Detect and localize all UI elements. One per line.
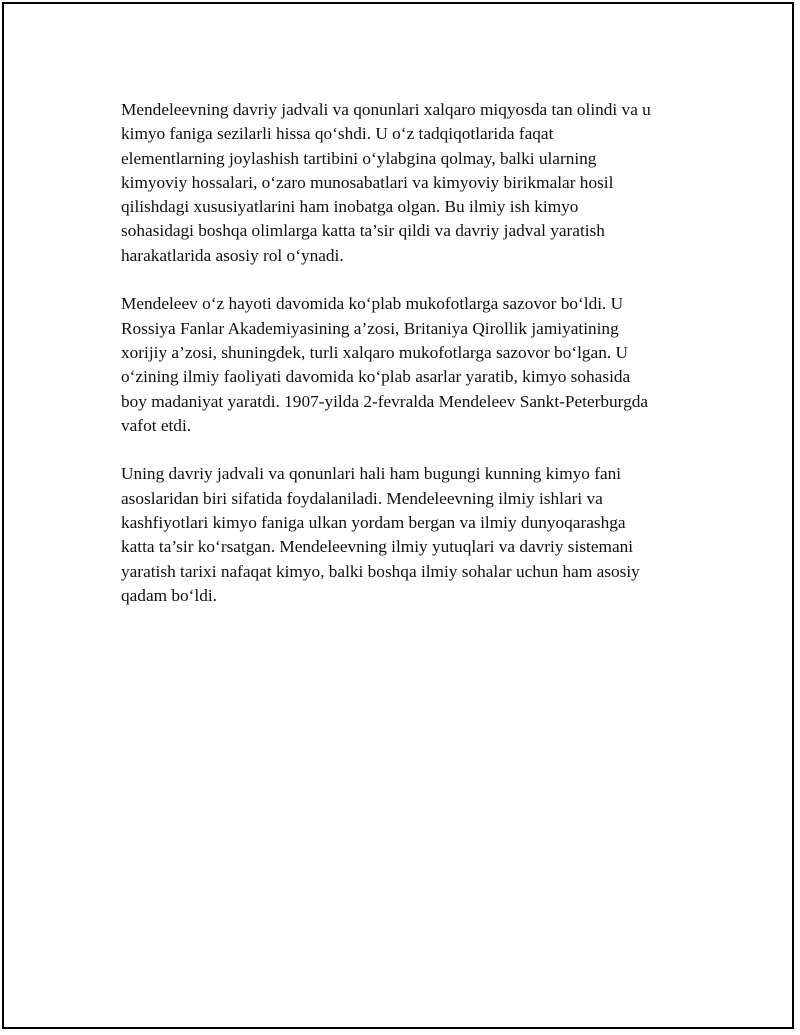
paragraph-line: qadam bo‘ldi. bbox=[121, 585, 217, 605]
paragraph-line: Rossiya Fanlar Akademiyasining a’zosi, Britaniya Qirollik jamiyatining bbox=[121, 318, 619, 338]
paragraph-2 bbox=[121, 292, 701, 438]
paragraph-1 bbox=[121, 98, 701, 268]
page-frame bbox=[2, 2, 794, 1029]
paragraph-line: sohasidagi boshqa olimlarga katta ta’sir qildi va davriy jadval yaratish bbox=[121, 221, 605, 241]
paragraph-line: vafot etdi. bbox=[121, 415, 192, 435]
paragraph-line: harakatlarida asosiy rol o‘ynadi. bbox=[121, 245, 344, 265]
paragraph-line: Mendeleevning davriy jadvali va qonunlari xalqaro miqyosda tan olindi va u bbox=[121, 100, 651, 119]
document-body bbox=[121, 98, 701, 633]
paragraph-line: o‘zining ilmiy faoliyati davomida ko‘plab asarlar yaratib, kimyo sohasida bbox=[121, 367, 631, 387]
paragraph-line: katta ta’sir ko‘rsatgan. Mendeleevning ilmiy yutuqlari va davriy sistemani bbox=[121, 537, 634, 557]
paragraph-line: kimyo faniga sezilarli hissa qo‘shdi. U o‘z tadqiqotlarida faqat bbox=[121, 124, 554, 144]
paragraph-line: kashfiyotlari kimyo faniga ulkan yordam bergan va ilmiy dunyoqarashga bbox=[121, 513, 626, 533]
paragraph-line: elementlarning joylashish tartibini o‘ylabgina qolmay, balki ularning bbox=[121, 148, 597, 168]
paragraph-line: kimyoviy hossalari, o‘zaro munosabatlari va kimyoviy birikmalar hosil bbox=[121, 172, 614, 192]
paragraph-line: boy madaniyat yaratdi. 1907-yilda 2-fevralda Mendeleev Sankt-Peterburgda bbox=[121, 391, 649, 411]
paragraph-line: yaratish tarixi nafaqat kimyo, balki boshqa ilmiy sohalar uchun ham asosiy bbox=[121, 561, 640, 581]
paragraph-line: qilishdagi xususiyatlarini ham inobatga olgan. Bu ilmiy ish kimyo bbox=[121, 197, 579, 217]
paragraph-line: asoslaridan biri sifatida foydalaniladi. Mendeleevning ilmiy ishlari va bbox=[121, 488, 603, 508]
paragraph-3 bbox=[121, 462, 701, 608]
paragraph-line: xorijiy a’zosi, shuningdek, turli xalqaro mukofotlarga sazovor bo‘lgan. U bbox=[121, 342, 628, 362]
paragraph-line: Mendeleev o‘z hayoti davomida ko‘plab mukofotlarga sazovor bo‘ldi. U bbox=[121, 294, 624, 314]
paragraph-line: Uning davriy jadvali va qonunlari hali ham bugungi kunning kimyo fani bbox=[121, 464, 622, 484]
